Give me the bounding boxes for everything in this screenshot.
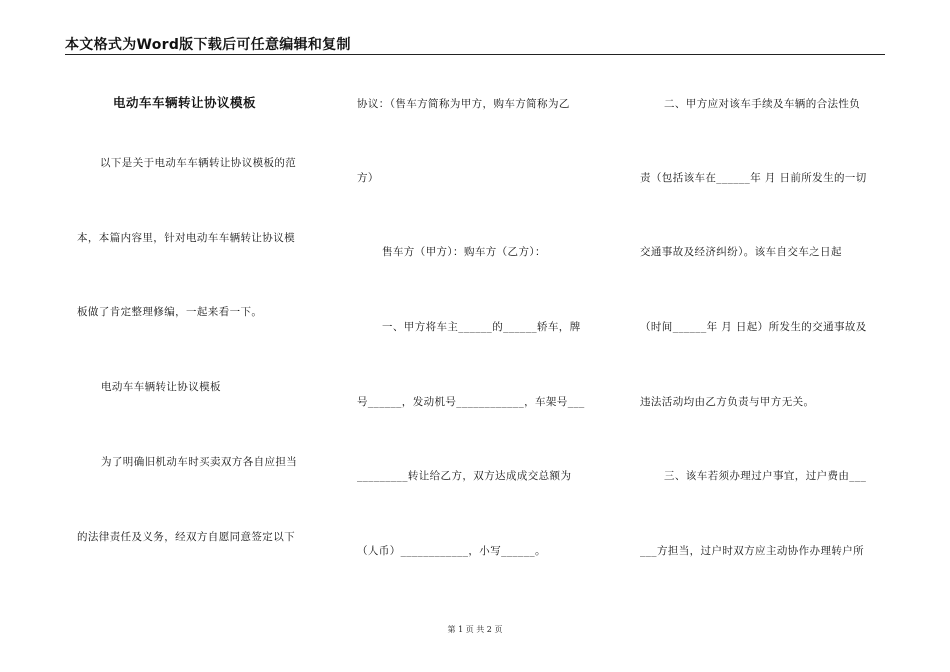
paragraph-line: 交通事故及经济纠纷）。该车自交车之日起 xyxy=(640,246,842,258)
page-number: 第 1 页 共 2 页 xyxy=(447,625,503,634)
paragraph-line: 为了明确旧机动车时买卖双方各自应担当 xyxy=(101,456,298,468)
paragraph-line: 号______，发动机号____________，车架号___ xyxy=(357,396,585,408)
paragraph-line: 协议：（售车方简称为甲方，购车方简称为乙 xyxy=(357,98,570,110)
paragraph-line: ___方担当，过户时双方应主动协作办理转户所 xyxy=(640,545,865,557)
document-header xyxy=(65,34,885,55)
paragraph-line: 方） xyxy=(357,172,379,184)
paragraph-line: 三、该车若须办理过户事宜，过户费由___ xyxy=(664,470,867,482)
header-text: 本文格式为Word版下载后可任意编辑和复制 xyxy=(65,37,351,53)
paragraph-line: 的法律责任及义务，经双方自愿同意签定以下 xyxy=(77,531,295,543)
paragraph-line: 本，本篇内容里，针对电动车车辆转让协议模 xyxy=(77,232,295,244)
paragraph-line: 以下是关于电动车车辆转让协议模板的范 xyxy=(100,157,297,169)
paragraph-line: _________转让给乙方，双方达成成交总额为 xyxy=(357,470,572,482)
section-heading: 电动车车辆转让协议模板 xyxy=(101,381,221,393)
paragraph-line: （人币）____________，小写______。 xyxy=(357,545,546,557)
paragraph-line: （时间______年 月 日起）所发生的交通事故及 xyxy=(640,321,867,333)
paragraph-line: 二、甲方应对该车手续及车辆的合法性负 xyxy=(664,98,861,110)
document-title: 电动车车辆转让协议模板 xyxy=(113,95,257,110)
paragraph-line: 违法活动均由乙方负责与甲方无关。 xyxy=(640,396,815,408)
paragraph-line: 一、甲方将车主______的______轿车，牌 xyxy=(382,321,581,333)
paragraph-line: 板做了肯定整理修编，一起来看一下。 xyxy=(77,306,263,318)
paragraph-line: 售车方（甲方）：购车方（乙方）： xyxy=(382,246,546,258)
paragraph-line: 责（包括该车在______年 月 日前所发生的一切 xyxy=(640,172,867,184)
